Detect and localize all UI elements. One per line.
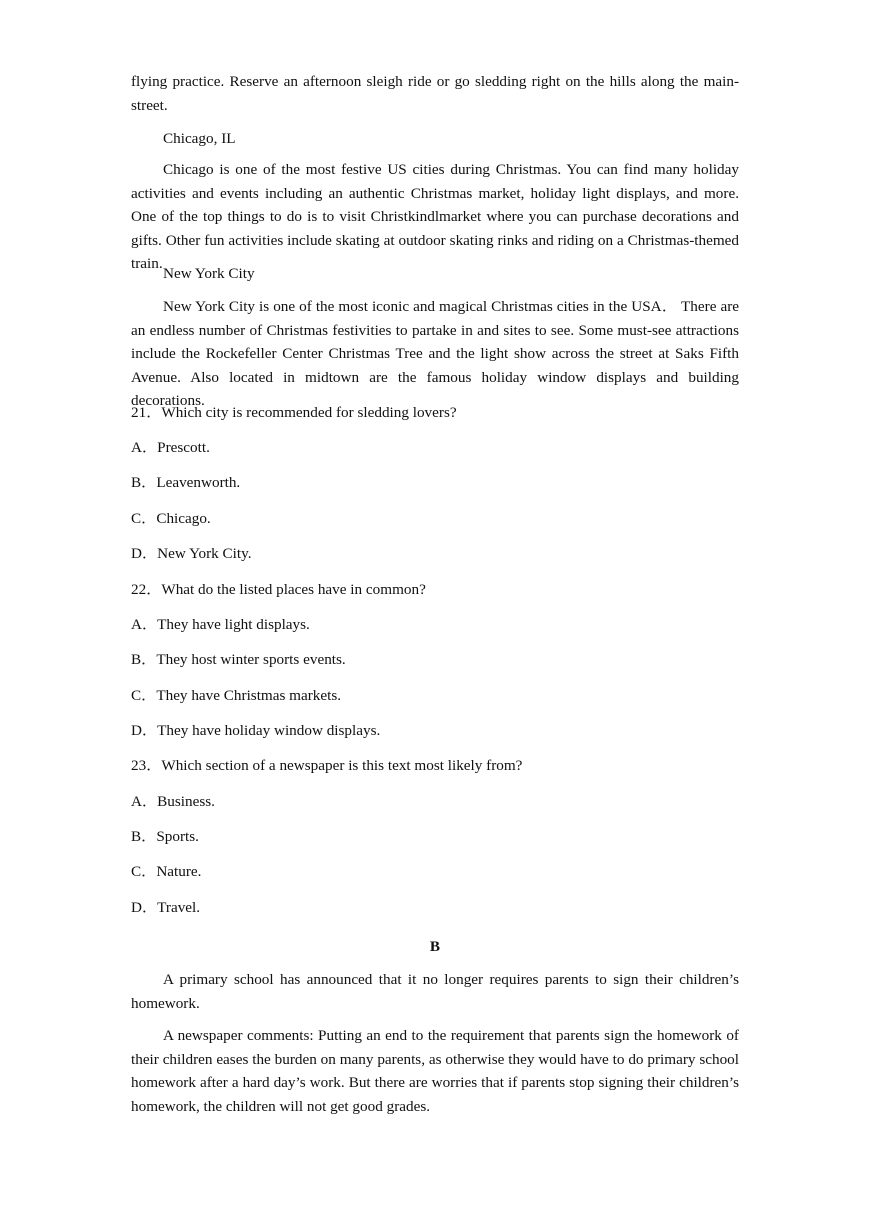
city-paragraph-new-york: New York City is one of the most iconic and magical Christmas cities in the USA． There are an endless number of Christmas festivities to partake in and sites to see. Some must-see attractions include the Rockefeller Center Christmas Tree and the light show across the street at Saks Fifth Avenue. Also located in midtown are the famous holiday window displays and building decorations. <box>131 298 739 409</box>
passage-b-paragraph-2: A newspaper comments: Putting an end to the requirement that parents sign the homework of their children eases the burden on many parents, as otherwise they would have to do primary school homework after a hard day’s work. But there are worries that if parents stop signing their children’s homework, the children will not get good grades. <box>131 1027 739 1115</box>
question-22-option-d: D．They have holiday window displays. <box>131 722 381 739</box>
question-23-option-c: C．Nature. <box>131 863 202 880</box>
question-21-option-b: B．Leavenworth. <box>131 474 241 491</box>
question-22-option-b: B．They host winter sports events. <box>131 651 346 668</box>
city-heading-chicago: Chicago, IL <box>163 130 236 147</box>
intro-continuation-paragraph: flying practice. Reserve an afternoon sleigh ride or go sledding right on the hills along the main-street. <box>131 73 739 114</box>
question-stem-21: 21．Which city is recommended for sledding lovers? <box>131 404 457 421</box>
question-stem-23: 23．Which section of a newspaper is this text most likely from? <box>131 757 523 774</box>
question-22-option-c: C．They have Christmas markets. <box>131 687 342 704</box>
city-heading-new-york: New York City <box>163 265 255 282</box>
question-21-option-c: C．Chicago. <box>131 510 211 527</box>
question-stem-22: 22．What do the listed places have in common? <box>131 581 426 598</box>
city-paragraph-chicago: Chicago is one of the most festive US cities during Christmas. You can find many holiday activities and events including an authentic Christmas market, holiday light displays, and more. One of the top things to do is to visit Christkindlmarket where you can purchase decorations and gifts. Other fun activities include skating at outdoor skating rinks and riding on a Christmas-themed train. <box>131 161 739 272</box>
question-23-option-d: D．Travel. <box>131 899 201 916</box>
question-21-option-a: A．Prescott. <box>131 439 210 456</box>
question-23-option-b: B．Sports. <box>131 828 199 845</box>
passage-b-paragraph-1: A primary school has announced that it no longer requires parents to sign their children’s homework. <box>131 971 739 1012</box>
question-21-option-d: D．New York City. <box>131 545 252 562</box>
question-22-option-a: A．They have light displays. <box>131 616 310 633</box>
question-23-option-a: A．Business. <box>131 793 215 810</box>
section-title-b: B <box>429 938 441 955</box>
